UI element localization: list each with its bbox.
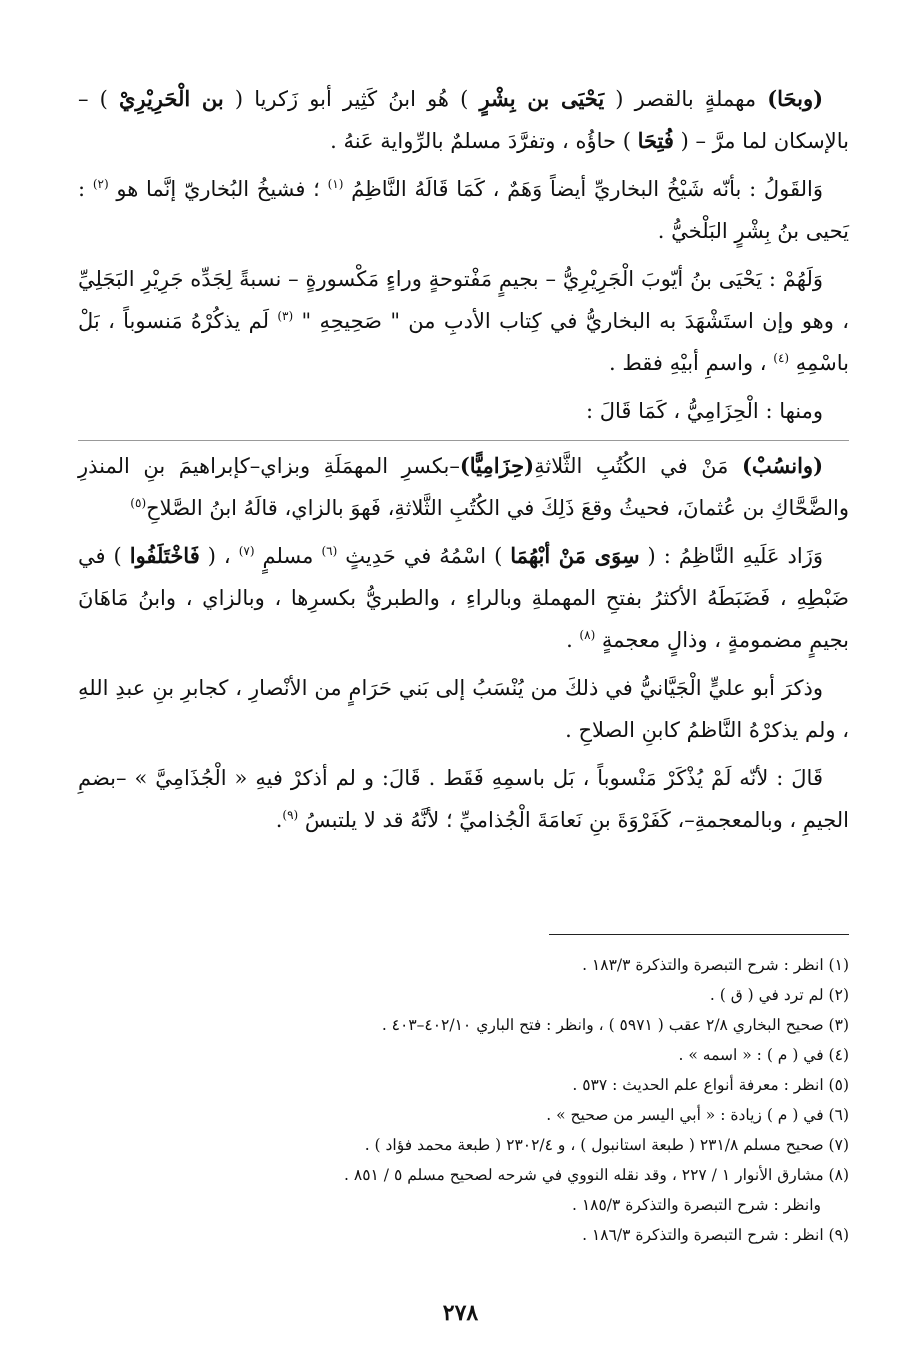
sharh-text: مَنْ في الكُتُبِ الثَّلاثةِ (534, 454, 742, 478)
sharh-text: –بكسرِ المهمَلَةِ وبزاي–كإبراهيمَ بنِ المنذرِ والضَّحَّاكِ بن عُثمانَ، فحيثُ وقعَ ذَلِكَ في الكُتُبِ الثَّلاثةِ، فَهوَ بالزاي، قالَهُ ابنُ الصَّلاحِ (78, 454, 849, 520)
footnote-item: (٩) انظر : شرح التبصرة والتذكرة ١٨٦/٣ . (582, 1226, 849, 1244)
footnote-item: (٣) صحيح البخاري ٢/٨ عقب ( ٥٩٧١ ) ، وانظر : فتح الباري ٤٠٢/١٠–٤٠٣ . (381, 1016, 849, 1034)
matn-phrase: (وبحَا) (767, 86, 824, 111)
sharh-text: وَزَاد عَلَيهِ النَّاظِمُ : ( (639, 544, 824, 568)
matn-phrase: فَاخْتَلَفُوا (129, 543, 200, 568)
footnote-ref: (٤) (773, 351, 790, 365)
sharh-text: وَلَهُمْ : يَحْيَى بنُ أيّوبَ الْجَرِيْرِيُّ – بجيمٍ مَفْتوحةٍ وراءٍ مَكْسورةٍ – نسبةً لِجَدِّه جَرِيْرِ البَجَلِيِّ ، وهو وإن استَشْهَدَ به البخاريُّ في كِتاب الأدبِ من " صَحِيحِهِ " (78, 267, 849, 333)
sharh-text: ؛ فشيخُ البُخاريّ إنَّما هو (108, 177, 328, 201)
footnote-item: (٢) لم ترد في ( ق ) . (709, 986, 849, 1004)
sharh-text: : يَحيى بنُ بِشْرٍ البَلْخيُّ . (78, 177, 849, 243)
paragraph-p5 (78, 440, 849, 529)
matn-phrase: سِوَى مَنْ أبْهُمَا (510, 543, 640, 568)
sharh-text: وَالقَولُ : بأنّه شَيْخُ البخاريِّ أيضاً وَهَمٌ ، كَمَا قَالَهُ النَّاظِمُ (343, 177, 823, 201)
paragraph-p2 (78, 168, 849, 252)
paragraph-p4 (78, 390, 849, 432)
sharh-text: ومنها : الْحِزَامِيُّ ، كَمَا قَالَ : (586, 399, 823, 423)
footnote-item: (٧) صحيح مسلم ٢٣١/٨ ( طبعة استانبول ) ، و ٢٣٠٢/٤ ( طبعة محمد فؤاد ) . (364, 1136, 849, 1154)
paragraph-p6 (78, 535, 849, 661)
footnotes (78, 950, 849, 1250)
footnote-ref: (٨) (579, 628, 596, 642)
sharh-text: لَم يذكُرْهُ مَنسوباً ، بَلْ باسْمِهِ (78, 309, 849, 375)
footnote-item: (٨) مشارق الأنوار ١ / ٢٢٧ ، وقد نقله النووي في شرحه لصحيح مسلم ٥ / ٨٥١ . (344, 1166, 849, 1184)
paragraph-p1 (78, 78, 849, 162)
footnote-continuation: وانظر : شرح التبصرة والتذكرة ١٨٥/٣ . (571, 1196, 821, 1214)
footnote-item: (٦) في ( م ) زيادة : « أبي اليسر من صحيح » . (546, 1106, 849, 1124)
paragraph-p3 (78, 258, 849, 384)
sharh-text: مسلمٍ (254, 544, 322, 568)
paragraph-p8 (78, 757, 849, 841)
matn-phrase: (حِزَامِيًّا) (459, 453, 535, 478)
footnote-ref: (٩) (282, 808, 299, 822)
sharh-text: وذكرَ أبو عليٍّ الْجَيَّانيُّ في ذلكَ من يُنْسَبُ إلى بَني حَرَامٍ من الأنْصارِ ، كجابرِ بنِ عبدِ اللهِ ، ولم يذكرْهُ النَّاظمُ كابنِ الصلاحِ . (78, 676, 849, 742)
sharh-text: قَالَ : لأنّه لَمْ يُذْكَرْ مَنْسوباً ، بَل باسمِهِ فَقَط . قَالَ: و لم أذكرْ فيهِ « الْجُذَامِيَّ » –بضمِ الجيمِ ، وبالمعجمةِ–، كَفَرْوَةَ بنِ نَعامَةَ الْجُذاميِّ ؛ لأنَّهُ قد لا يلتبسُ (78, 766, 849, 832)
footnote-ref: (٧) (238, 544, 255, 558)
footnote-ref: (٥) (130, 496, 147, 510)
footnote-ref: (٣) (277, 309, 294, 323)
sharh-text: ) حاؤُه ، وتفرَّدَ مسلمٌ بالرِّواية عَنهُ . (330, 129, 638, 153)
footnote-ref: (٦) (321, 544, 338, 558)
matn-phrase: يَحْيَى بن بِشْرٍ (479, 86, 605, 111)
sharh-text: . (275, 808, 283, 832)
matn-phrase: (وانسُبْ) (741, 453, 823, 478)
sharh-text: ، واسمِ أبيْهِ فقط . (609, 351, 774, 375)
sharh-text: ، ( (199, 544, 239, 568)
footnote-ref: (١) (327, 177, 344, 191)
sharh-text: ) هُو ابنُ كَثِير أبو زَكريا ( (223, 87, 480, 111)
sharh-text: ) في ضَبْطِهِ ، فَضَبَطَهُ الأكثرُ بفتحِ المهملةِ وبالراءِ ، والطبريُّ بكسرِها ، وبالزاي ، وابنُ مَاهَانَ بجيمٍ مضمومةٍ ، وذالٍ معجمةٍ (78, 544, 849, 652)
sharh-text: ) – بالإسكان لما مرَّ – ( (78, 87, 849, 153)
main-text (78, 78, 849, 847)
sharh-text: مهملةٍ بالقصر ( (604, 87, 768, 111)
matn-phrase: بن الْحَرِيْرِيْ (118, 86, 224, 111)
footnote-item: (٥) انظر : معرفة أنواع علم الحديث : ٥٣٧ . (572, 1076, 849, 1094)
matn-phrase: فُتِحَا (637, 128, 674, 153)
footnote-separator (549, 934, 849, 935)
footnote-item: (٤) في ( م ) : « اسمه » . (678, 1046, 849, 1064)
paragraph-p7 (78, 667, 849, 751)
sharh-text: . (566, 628, 580, 652)
footnote-ref: (٢) (92, 177, 109, 191)
page-number: ٢٧٨ (442, 1300, 479, 1326)
sharh-text: ) اسْمُهُ في حَدِيثٍ (337, 544, 511, 568)
footnote-item: (١) انظر : شرح التبصرة والتذكرة ١٨٣/٣ . (582, 956, 849, 974)
